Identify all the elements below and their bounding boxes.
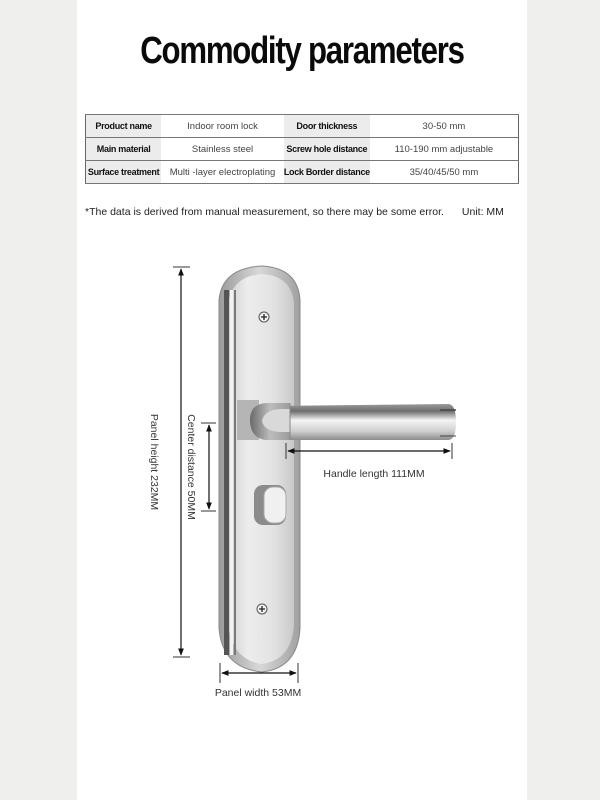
param-label: Door thickness: [284, 115, 370, 138]
thumb-turn-knob: [254, 485, 286, 525]
param-value: 35/40/45/50 mm: [370, 161, 519, 184]
param-label: Product name: [86, 115, 162, 138]
lever-handle: [237, 400, 456, 440]
panel-height-dimension: [148, 267, 190, 657]
param-value: Stainless steel: [161, 138, 284, 161]
param-value: 30-50 mm: [370, 115, 519, 138]
param-label: Surface treatment: [86, 161, 162, 184]
panel-width-label: Panel width 53MM: [214, 687, 302, 699]
bottom-screw-icon: [257, 604, 267, 614]
param-value: 110-190 mm adjustable: [370, 138, 519, 161]
top-screw-icon: [259, 312, 269, 322]
param-label: Main material: [86, 138, 162, 161]
handle-length-dimension: [286, 443, 452, 480]
page-title: Commodity parameters: [140, 30, 464, 72]
unit-label: Unit: MM: [461, 206, 504, 218]
param-value: Indoor room lock: [161, 115, 284, 138]
center-distance-label: Center distance 50MM: [185, 414, 197, 520]
param-label: Screw hole distance: [284, 138, 370, 161]
param-value: Multi -layer electroplating: [161, 161, 284, 184]
param-label: Lock Border distance: [284, 161, 370, 184]
center-distance-dimension: [185, 414, 216, 520]
note-text: *The data is derived from manual measurement, so there may be some error.: [85, 206, 444, 218]
handle-length-label: Handle length 111MM: [323, 468, 425, 480]
panel-height-label: Panel height 232MM: [148, 413, 160, 511]
